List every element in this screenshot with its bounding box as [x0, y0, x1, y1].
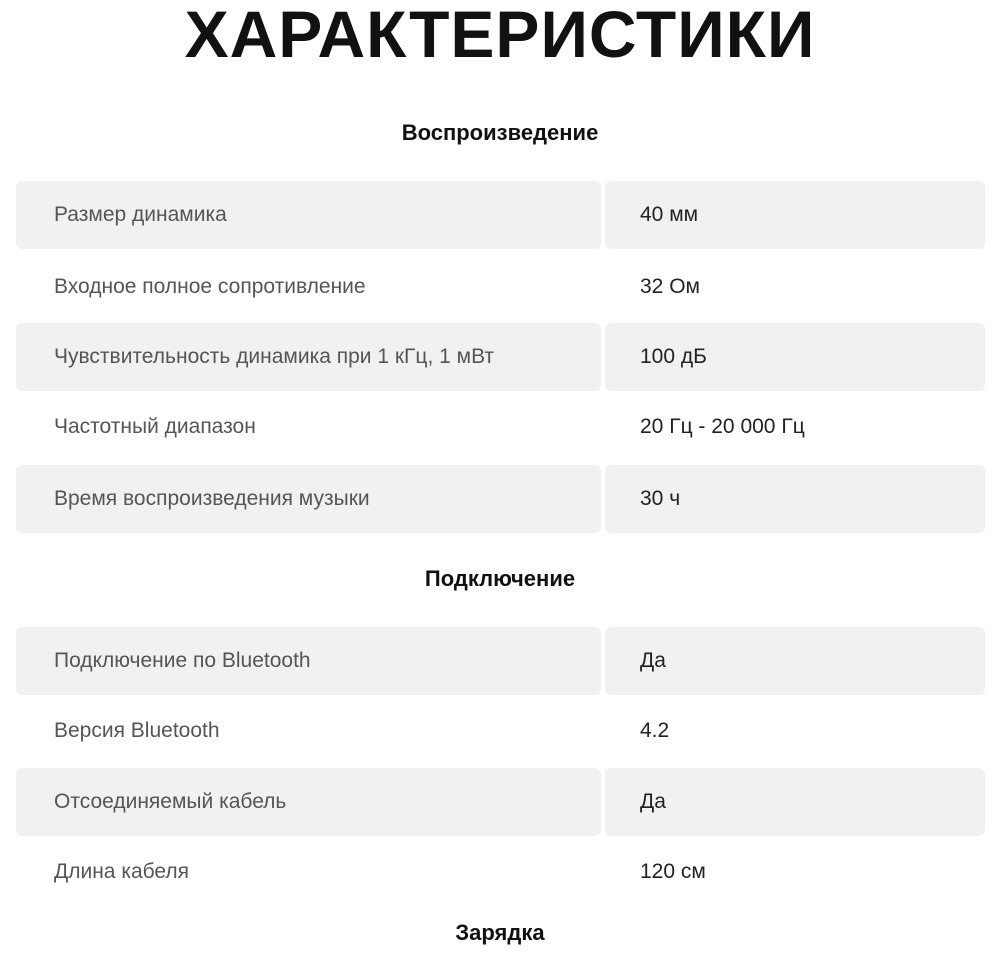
page-title: ХАРАКТЕРИСТИКИ [184, 0, 816, 71]
spec-label: Время воспроизведения музыки [16, 465, 601, 533]
spec-row [16, 838, 985, 906]
spec-row [16, 253, 985, 321]
spec-label: Отсоединяемый кабель [16, 768, 601, 836]
spec-value: 100 дБ [605, 323, 985, 391]
spec-value: 40 мм [605, 181, 985, 249]
spec-row [16, 465, 985, 533]
spec-value: Да [605, 627, 985, 695]
spec-row [16, 323, 985, 391]
spec-label: Версия Bluetooth [54, 719, 220, 742]
section-title-charging: Зарядка [455, 920, 545, 945]
spec-label: Частотный диапазон [54, 415, 256, 438]
spec-row [16, 627, 985, 695]
spec-value: 32 Ом [640, 275, 700, 298]
spec-value: 120 см [640, 860, 706, 883]
spec-row [16, 181, 985, 249]
spec-row [16, 768, 985, 836]
spec-label: Подключение по Bluetooth [16, 627, 601, 695]
section-title-connection: Подключение [424, 566, 576, 591]
spec-label: Входное полное сопротивление [54, 275, 366, 298]
section-title-playback: Воспроизведение [401, 120, 599, 145]
spec-label: Чувствительность динамика при 1 кГц, 1 мВт [16, 323, 601, 391]
spec-row [16, 697, 985, 765]
spec-value: 20 Гц - 20 000 Гц [640, 415, 805, 438]
spec-row [16, 393, 985, 461]
spec-value: 30 ч [605, 465, 985, 533]
spec-label: Длина кабеля [54, 860, 190, 883]
spec-label: Размер динамика [16, 181, 601, 249]
spec-value: Да [605, 768, 985, 836]
spec-value: 4.2 [640, 719, 670, 742]
